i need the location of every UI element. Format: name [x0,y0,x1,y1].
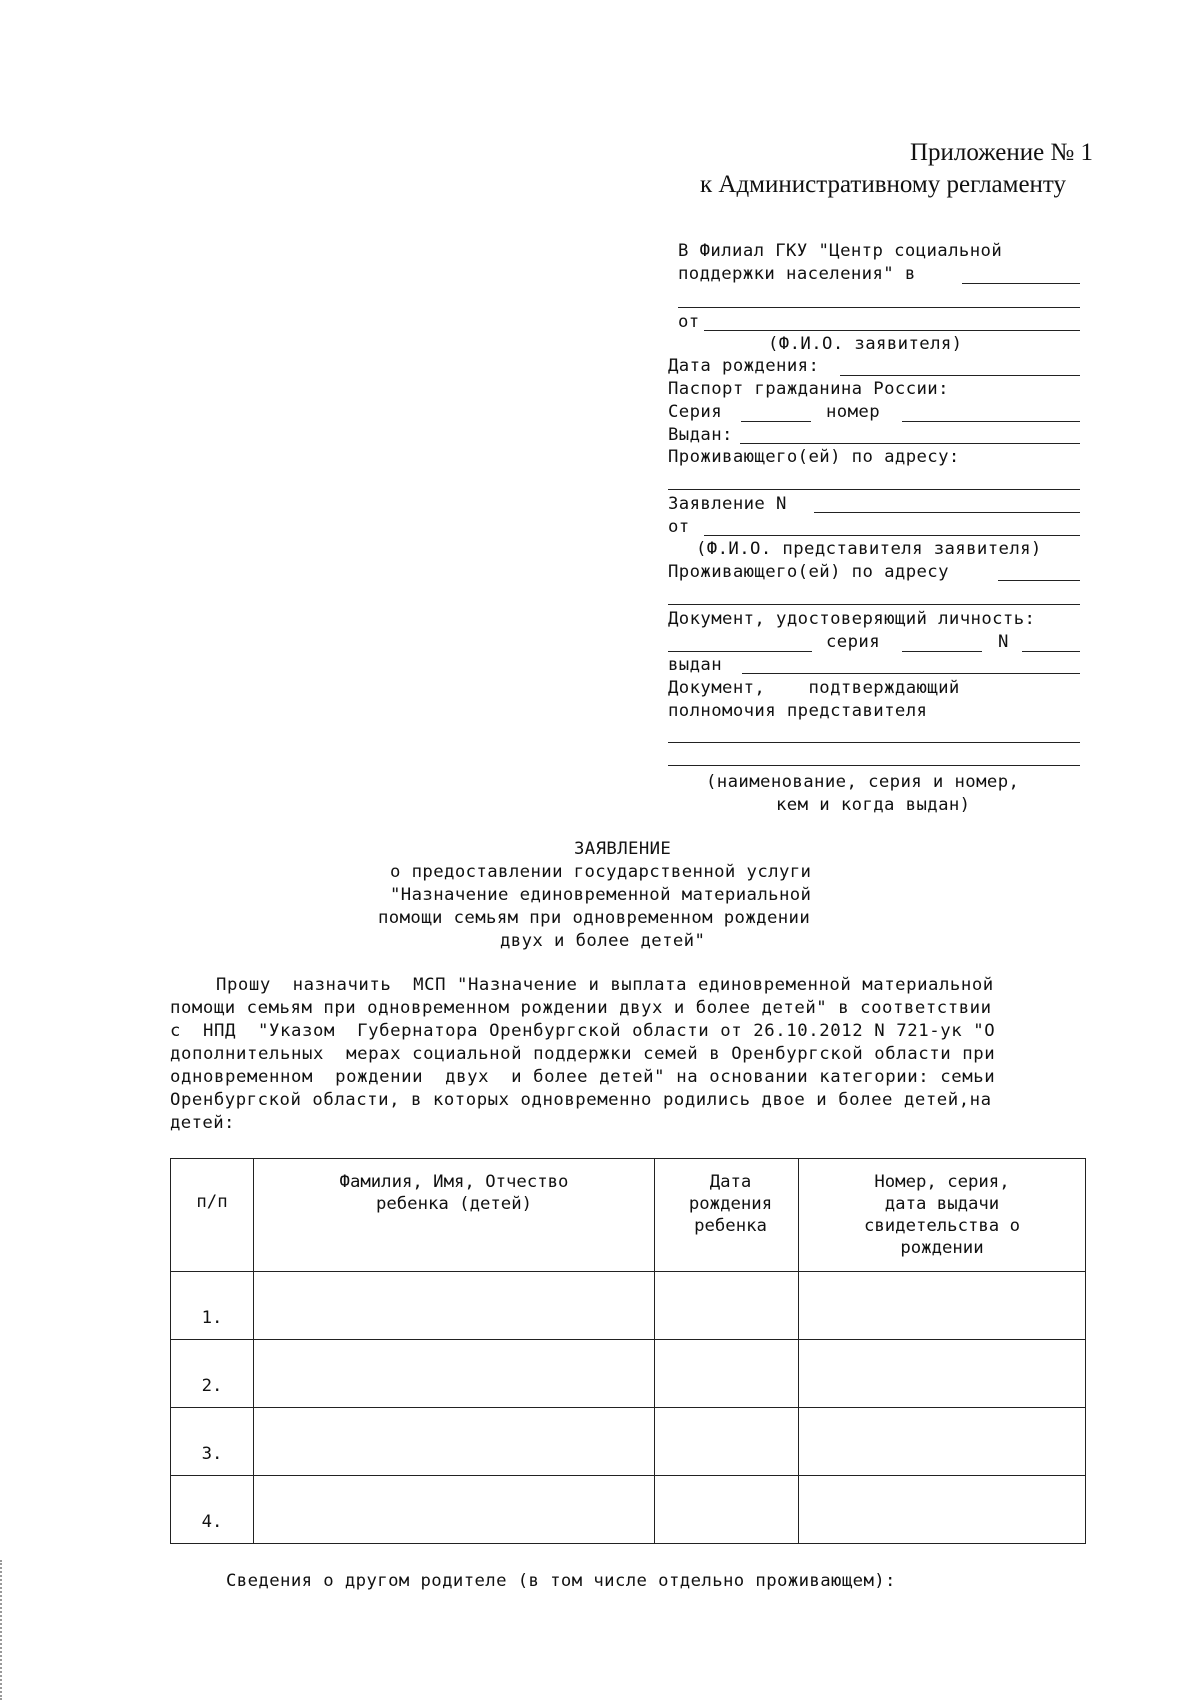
id-issued-field[interactable] [742,673,1080,674]
id-series-label: серия [826,632,881,652]
from-label: от [678,312,700,332]
addressee-line-2: поддержки населения" в [678,264,916,284]
authority-caption-line-1: (наименование, серия и номер, [706,772,1020,792]
title-line-3: "Назначение единовременной материальной [390,885,812,905]
authority-doc-line-2: полномочия представителя [668,701,928,721]
applicant-address-field[interactable] [668,489,1080,490]
table-header-row [171,1159,1086,1272]
birth-date-label: Дата рождения: [668,356,820,376]
certificate-cell[interactable] [799,1340,1086,1408]
id-number-field[interactable] [1022,651,1080,652]
certificate-cell[interactable] [799,1272,1086,1340]
row-number: 3. [171,1408,254,1476]
child-name-cell[interactable] [254,1476,655,1544]
other-parent-label: Сведения о другом родителе (в том числе отдельно проживающем): [226,1571,896,1591]
applicant-fio-caption: (Ф.И.О. заявителя) [768,334,963,354]
col-header-certificate: Номер, серия, дата выдачи свидетельства о рождении [799,1159,1086,1272]
rep-residing-label: Проживающего(ей) по адресу [668,562,949,582]
addressee-line-1: В Филиал ГКУ "Центр социальной [678,241,1003,261]
application-no-label: Заявление N [668,494,787,514]
appendix-line-1: Приложение № 1 [910,139,1094,166]
certificate-cell[interactable] [799,1408,1086,1476]
certificate-cell[interactable] [799,1476,1086,1544]
table-row [171,1476,1086,1544]
rep-address-field[interactable] [998,580,1080,581]
title-line-2: о предоставлении государственной услуги [390,862,812,882]
child-name-cell[interactable] [254,1408,655,1476]
row-number: 4. [171,1476,254,1544]
birth-date-cell[interactable] [655,1272,799,1340]
passport-series-field[interactable] [741,421,811,422]
title-line-4: помощи семьям при одновременном рождении [378,908,811,928]
table-row [171,1408,1086,1476]
document-title: ЗАЯВЛЕНИЕ [574,839,672,859]
appendix-line-2: к Административному регламенту [700,171,1067,198]
birth-date-cell[interactable] [655,1340,799,1408]
col-header-number: п/п [171,1159,254,1272]
from2-label: от [668,517,690,537]
row-number: 1. [171,1272,254,1340]
body-line-6: Оренбургской области, в которых одновременно родились двое и более детей,на [170,1090,992,1110]
col-header-child-name: Фамилия, Имя, Отчество ребенка (детей) [254,1159,655,1272]
id-issued-label: выдан [668,655,723,675]
body-line-7: детей: [170,1113,235,1133]
table-row [171,1272,1086,1340]
col-header-birth-date: Дата рождения ребенка [655,1159,799,1272]
birth-date-field[interactable] [840,375,1080,376]
passport-label: Паспорт гражданина России: [668,379,949,399]
residing-label: Проживающего(ей) по адресу: [668,447,960,467]
title-line-5: двух и более детей" [500,931,706,951]
body-line-1: Прошу назначить МСП "Назначение и выплата единовременной материальной [216,975,994,995]
table-row [171,1340,1086,1408]
id-number-label: N [998,632,1009,652]
id-series-field[interactable] [902,651,982,652]
children-table [170,1158,1086,1544]
series-label: Серия [668,402,723,422]
number-label: номер [826,402,881,422]
rep-address-field-2[interactable] [668,604,1080,605]
application-no-field[interactable] [814,512,1080,513]
authority-doc-field[interactable] [668,742,1080,743]
child-name-cell[interactable] [254,1272,655,1340]
branch-location-field-2[interactable] [678,307,1080,308]
id-doc-type-field[interactable] [668,651,812,652]
child-name-cell[interactable] [254,1340,655,1408]
body-line-4: дополнительных мерах социальной поддержки семей в Оренбургской области при [170,1044,996,1064]
authority-caption-line-2: кем и когда выдан) [776,795,971,815]
applicant-fio-field[interactable] [704,330,1080,331]
birth-date-cell[interactable] [655,1476,799,1544]
passport-issued-field[interactable] [740,443,1080,444]
issued-label: Выдан: [668,425,733,445]
body-line-3: с НПД "Указом Губернатора Оренбургской области от 26.10.2012 N 721-ук "О [170,1021,996,1041]
branch-location-field[interactable] [962,283,1080,284]
scan-edge-marks [0,1560,5,1700]
representative-fio-field[interactable] [704,535,1080,536]
authority-doc-line-1: Документ, подтверждающий [668,678,960,698]
representative-fio-caption: (Ф.И.О. представителя заявителя) [696,539,1042,559]
body-line-2: помощи семьям при одновременном рождении двух и более детей" в соответствии [170,998,992,1018]
birth-date-cell[interactable] [655,1408,799,1476]
id-doc-label: Документ, удостоверяющий личность: [668,609,1036,629]
body-line-5: одновременном рождении двух и более детей" на основании категории: семьи [170,1067,996,1087]
passport-number-field[interactable] [902,421,1080,422]
authority-doc-field-2[interactable] [668,765,1080,766]
row-number: 2. [171,1340,254,1408]
